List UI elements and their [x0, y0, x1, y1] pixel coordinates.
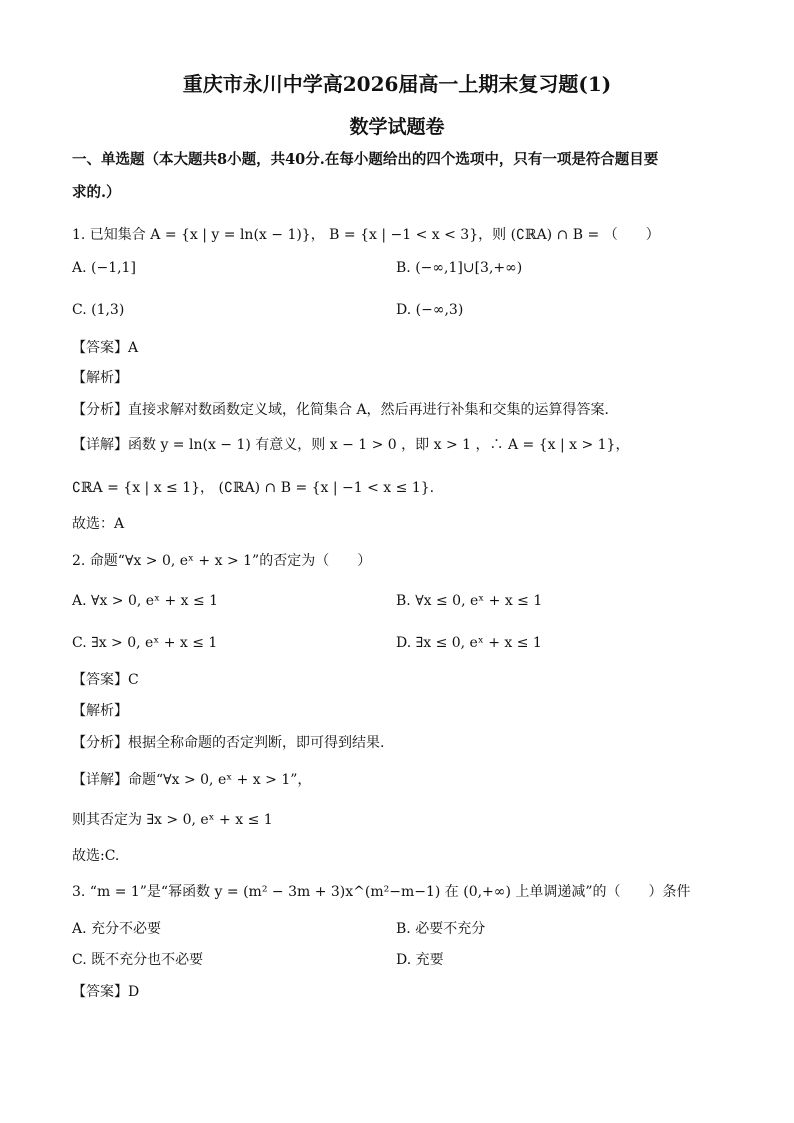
q2-option-b: B. ∀x ≤ 0, eˣ + x ≤ 1: [396, 593, 543, 609]
q3-option-b: B. 必要不充分: [396, 921, 486, 937]
q2-fenxi: 【分析】根据全称命题的否定判断，即可得到结果.: [72, 735, 385, 751]
q1-option-d: D. (−∞,3): [396, 302, 464, 318]
q3-option-d: D. 充要: [396, 952, 444, 968]
q3-answer: 【答案】D: [72, 984, 140, 1000]
q2-option-d: D. ∃x ≤ 0, eˣ + x ≤ 1: [396, 635, 542, 651]
q1-answer: 【答案】A: [72, 340, 139, 356]
document-title: 重庆市永川中学高2026届高一上期末复习题(1): [182, 72, 612, 96]
q1-xiangjie-line1: 【详解】函数 y = ln(x − 1) 有意义，则 x − 1 > 0 ，即 x > 1 ，∴ A = {x | x > 1}，: [72, 437, 630, 453]
q2-analysis-label: 【解析】: [72, 703, 128, 719]
q1-option-c: C. (1,3): [72, 302, 125, 318]
q2-option-a: A. ∀x > 0, eˣ + x ≤ 1: [72, 593, 219, 609]
q3-option-a: A. 充分不必要: [72, 921, 162, 937]
q2-option-c: C. ∃x > 0, eˣ + x ≤ 1: [72, 635, 218, 651]
q1-stem: 1. 已知集合 A = {x | y = ln(x − 1)}， B = {x | −1 < x < 3}，则 (∁ℝA) ∩ B = （ ）: [72, 227, 660, 243]
document-subtitle: 数学试题卷: [349, 116, 445, 138]
q2-answer: 【答案】C: [72, 672, 139, 688]
q3-stem: 3. “m = 1”是“幂函数 y = (m² − 3m + 3)x^(m²−m−1) 在 (0,+∞) 上单调递减”的（ ）条件: [72, 884, 691, 900]
q1-option-b: B. (−∞,1]∪[3,+∞): [396, 260, 523, 276]
q1-option-a: A. (−1,1]: [72, 260, 136, 276]
section-heading-line1: 一、单选题（本大题共8小题，共40分.在每小题给出的四个选项中，只有一项是符合题目要: [72, 151, 659, 168]
q3-option-c: C. 既不充分也不必要: [72, 952, 204, 968]
q1-fenxi: 【分析】直接求解对数函数定义域，化简集合 A，然后再进行补集和交集的运算得答案．: [72, 402, 619, 418]
q2-conclusion: 故选:C.: [72, 848, 120, 864]
q2-xiangjie: 【详解】命题“∀x > 0, eˣ + x > 1”，: [72, 772, 312, 788]
q1-conclusion: 故选：A: [72, 516, 125, 532]
q1-analysis-label: 【解析】: [72, 370, 128, 386]
q1-xiangjie-line2: ∁ℝA = {x | x ≤ 1}， (∁ℝA) ∩ B = {x | −1 < x ≤ 1}.: [72, 480, 435, 496]
q2-stem: 2. 命题“∀x > 0, eˣ + x > 1”的否定为（ ）: [72, 553, 372, 569]
section-heading-line2: 求的.）: [72, 184, 121, 201]
q2-negation: 则其否定为 ∃x > 0, eˣ + x ≤ 1: [72, 812, 273, 828]
